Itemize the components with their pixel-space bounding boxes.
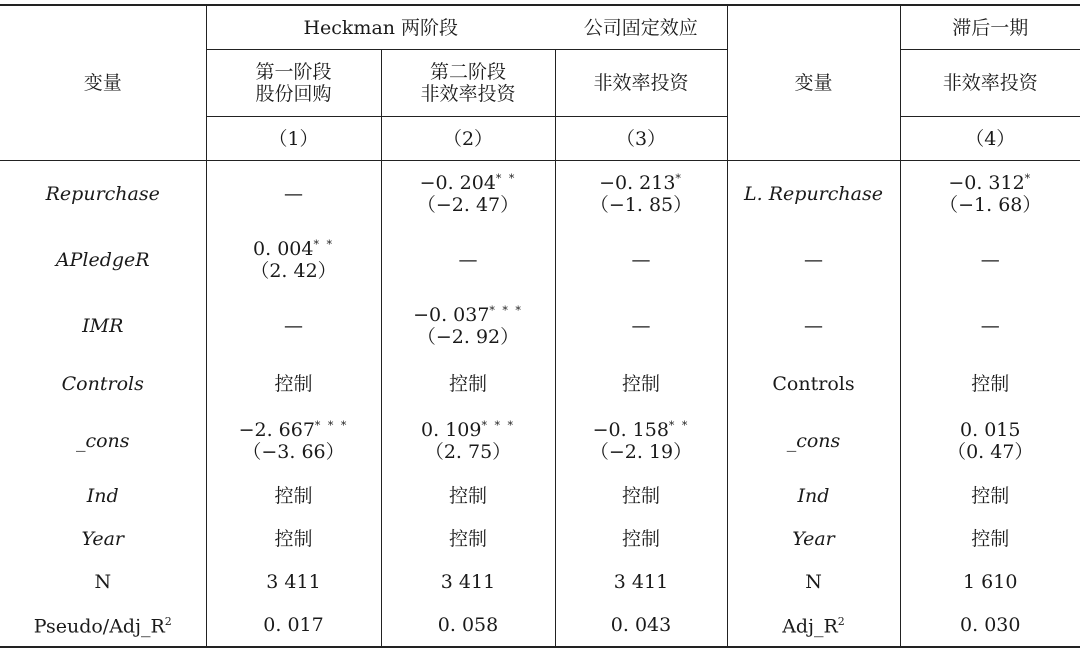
significance-stars: * bbox=[1025, 172, 1033, 185]
row-variable: Controls bbox=[0, 359, 206, 408]
cell-c3 bbox=[555, 161, 727, 228]
table-row bbox=[0, 560, 1080, 603]
cell-c4: 1 610 bbox=[900, 560, 1080, 603]
t-stat: （−2. 19） bbox=[556, 441, 727, 463]
cell-c4: 0. 030 bbox=[900, 603, 1080, 647]
t-stat: （−2. 92） bbox=[382, 326, 555, 348]
cell-c2: — bbox=[381, 227, 555, 293]
cell-c1: 控制 bbox=[206, 517, 381, 560]
row-variable-2: — bbox=[727, 293, 900, 359]
significance-stars: * * * bbox=[481, 419, 515, 432]
cell-c2: 控制 bbox=[381, 359, 555, 408]
cell-c3 bbox=[555, 408, 727, 474]
cell-c3: 0. 043 bbox=[555, 603, 727, 647]
cell-c1: 控制 bbox=[206, 359, 381, 408]
header-variable-2: 变量 bbox=[727, 5, 900, 161]
row-variable: Ind bbox=[0, 474, 206, 517]
cell-c4 bbox=[900, 408, 1080, 474]
coef: 0. 004 bbox=[253, 238, 313, 260]
cell-c3: 控制 bbox=[555, 359, 727, 408]
header-col2-line1: 第二阶段 bbox=[382, 61, 555, 83]
coef: −0. 213 bbox=[599, 172, 675, 194]
row-variable: N bbox=[0, 560, 206, 603]
row-variable-label: Pseudo/Adj_R bbox=[34, 616, 165, 638]
significance-stars: * * bbox=[496, 172, 517, 185]
row-variable-2 bbox=[727, 603, 900, 647]
header-col1-line2: 股份回购 bbox=[207, 83, 381, 105]
regression-table bbox=[0, 4, 1080, 648]
row-variable-2: L. Repurchase bbox=[727, 161, 900, 228]
row-variable-2: _cons bbox=[727, 408, 900, 474]
cell-c3: — bbox=[555, 293, 727, 359]
cell-c1 bbox=[206, 408, 381, 474]
cell-c2 bbox=[381, 161, 555, 228]
t-stat: （2. 75） bbox=[382, 441, 555, 463]
header-num4: （4） bbox=[900, 117, 1080, 161]
cell-c2: 控制 bbox=[381, 474, 555, 517]
cell-c4: — bbox=[900, 293, 1080, 359]
significance-stars: * * * bbox=[315, 419, 349, 432]
row-variable: Repurchase bbox=[0, 161, 206, 228]
table-row bbox=[0, 408, 1080, 474]
header-col1-line1: 第一阶段 bbox=[207, 61, 381, 83]
header-col3: 非效率投资 bbox=[555, 50, 727, 117]
row-variable-2-label: Adj_R bbox=[782, 616, 838, 638]
row-variable-2: Ind bbox=[727, 474, 900, 517]
header-num3: （3） bbox=[555, 117, 727, 161]
t-stat: （−1. 85） bbox=[556, 194, 727, 216]
cell-c2 bbox=[381, 408, 555, 474]
table-row bbox=[0, 474, 1080, 517]
coef: −0. 204 bbox=[420, 172, 496, 194]
cell-c1: — bbox=[206, 293, 381, 359]
cell-c4: 控制 bbox=[900, 474, 1080, 517]
header-lag: 滞后一期 bbox=[900, 5, 1080, 50]
cell-c2 bbox=[381, 293, 555, 359]
header-col2 bbox=[381, 50, 555, 117]
cell-c3: 3 411 bbox=[555, 560, 727, 603]
superscript: 2 bbox=[165, 615, 172, 628]
coef: 0. 109 bbox=[421, 419, 481, 441]
cell-c4: — bbox=[900, 227, 1080, 293]
header-col2-line2: 非效率投资 bbox=[382, 83, 555, 105]
cell-c1: — bbox=[206, 161, 381, 228]
cell-c2: 3 411 bbox=[381, 560, 555, 603]
row-variable-2: — bbox=[727, 227, 900, 293]
row-variable bbox=[0, 603, 206, 647]
row-variable-2: Year bbox=[727, 517, 900, 560]
table-row bbox=[0, 227, 1080, 293]
significance-stars: * * bbox=[313, 238, 334, 251]
header-variable: 变量 bbox=[0, 5, 206, 161]
coef: 0. 015 bbox=[901, 419, 1080, 441]
coef: −2. 667 bbox=[239, 419, 315, 441]
cell-c4: 控制 bbox=[900, 359, 1080, 408]
header-col1 bbox=[206, 50, 381, 117]
row-variable: IMR bbox=[0, 293, 206, 359]
significance-stars: * bbox=[675, 172, 683, 185]
t-stat: （−2. 47） bbox=[382, 194, 555, 216]
header-col4: 非效率投资 bbox=[900, 50, 1080, 117]
significance-stars: * * * bbox=[489, 304, 523, 317]
row-variable: APledgeR bbox=[0, 227, 206, 293]
header-row-groups bbox=[0, 5, 1080, 50]
header-firm-fe: 公司固定效应 bbox=[555, 5, 727, 50]
cell-c1: 3 411 bbox=[206, 560, 381, 603]
cell-c1 bbox=[206, 227, 381, 293]
t-stat: （0. 47） bbox=[901, 441, 1080, 463]
t-stat: （2. 42） bbox=[207, 260, 381, 282]
significance-stars: * * bbox=[669, 419, 690, 432]
header-num1: （1） bbox=[206, 117, 381, 161]
row-variable: _cons bbox=[0, 408, 206, 474]
table-row bbox=[0, 293, 1080, 359]
cell-c1: 控制 bbox=[206, 474, 381, 517]
cell-c2: 0. 058 bbox=[381, 603, 555, 647]
cell-c3: 控制 bbox=[555, 517, 727, 560]
cell-c2: 控制 bbox=[381, 517, 555, 560]
row-variable-2: Controls bbox=[727, 359, 900, 408]
row-variable: Year bbox=[0, 517, 206, 560]
cell-c3: 控制 bbox=[555, 474, 727, 517]
table-row bbox=[0, 161, 1080, 228]
cell-c4 bbox=[900, 161, 1080, 228]
cell-c4: 控制 bbox=[900, 517, 1080, 560]
t-stat: （−3. 66） bbox=[207, 441, 381, 463]
table-row bbox=[0, 517, 1080, 560]
coef: −0. 037 bbox=[413, 304, 489, 326]
cell-c1: 0. 017 bbox=[206, 603, 381, 647]
table-row bbox=[0, 603, 1080, 647]
cell-c3: — bbox=[555, 227, 727, 293]
row-variable-2: N bbox=[727, 560, 900, 603]
t-stat: （−1. 68） bbox=[901, 194, 1080, 216]
table-row bbox=[0, 359, 1080, 408]
header-heckman: Heckman 两阶段 bbox=[206, 5, 555, 50]
coef: −0. 312 bbox=[948, 172, 1024, 194]
superscript: 2 bbox=[838, 615, 845, 628]
coef: −0. 158 bbox=[593, 419, 669, 441]
header-num2: （2） bbox=[381, 117, 555, 161]
